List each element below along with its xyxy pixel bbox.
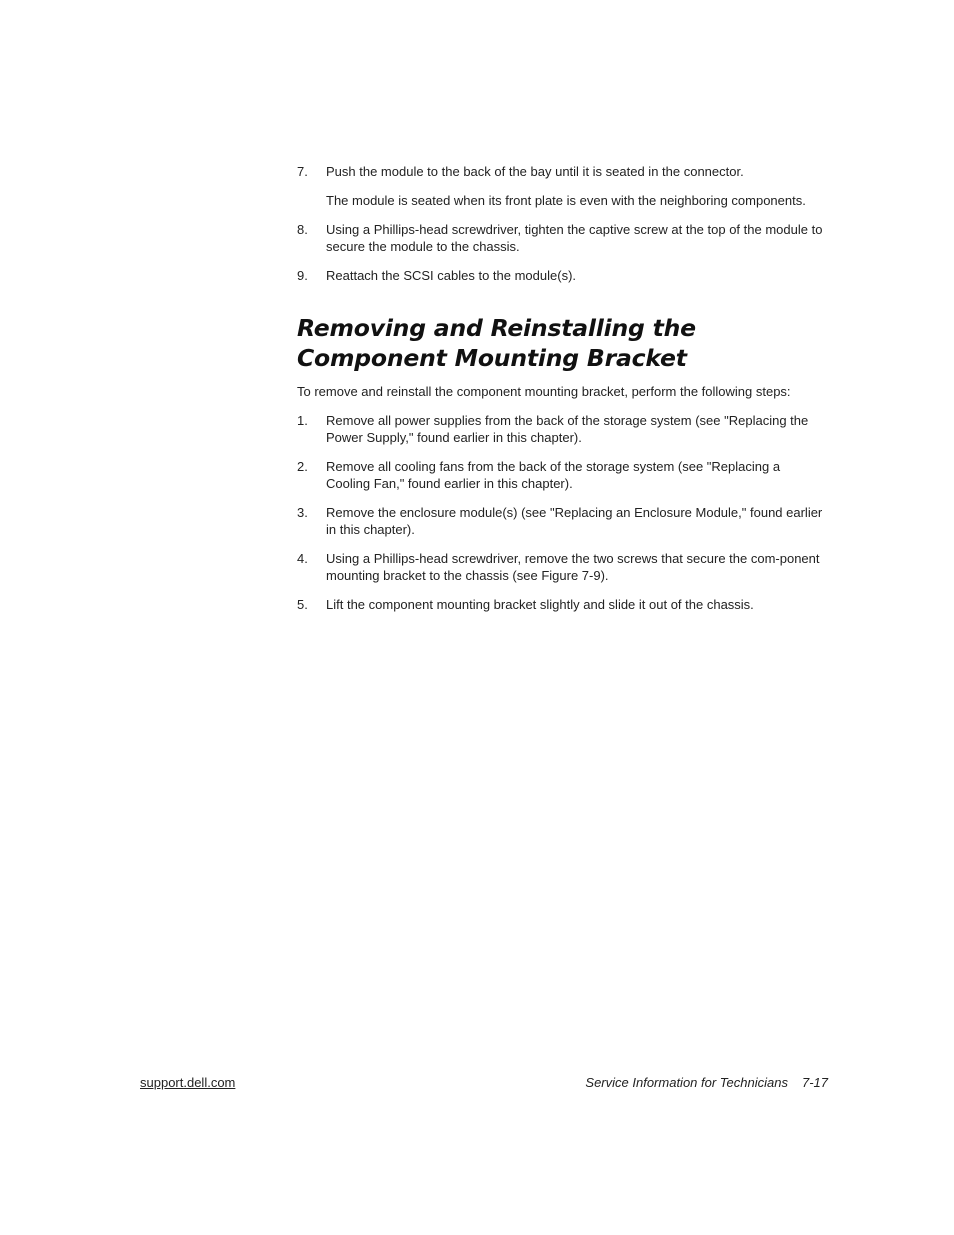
- step-text: Lift the component mounting bracket slightly and slide it out of the chassis.: [326, 597, 754, 612]
- footer-right: [585, 1074, 828, 1091]
- step-text: Reattach the SCSI cables to the module(s).: [326, 268, 577, 283]
- step-9: [297, 267, 827, 284]
- step-text: Using a Phillips-head screwdriver, remove the two screws that secure the com-ponent mounting bracket to the chassis (see Figure 7-9).: [326, 551, 820, 583]
- step-text: Remove all power supplies from the back of the storage system (see "Replacing the Power Supply," found earlier in this chapter).: [326, 413, 809, 445]
- step-number: 2.: [297, 459, 308, 474]
- footer-section-name: Service Information for Technicians: [585, 1075, 788, 1090]
- step-number: 7.: [297, 164, 308, 179]
- step-number: 8.: [297, 222, 308, 237]
- step-text: Remove the enclosure module(s) (see "Replacing an Enclosure Module," found earlier in this chapter).: [326, 505, 823, 537]
- step-number: 9.: [297, 268, 308, 283]
- step-1: [297, 412, 827, 446]
- step-text: Push the module to the back of the bay until it is seated in the connector.: [326, 164, 744, 179]
- section-intro: To remove and reinstall the component mounting bracket, perform the following steps:: [297, 384, 791, 399]
- step-number: 1.: [297, 413, 308, 428]
- step-7: [297, 163, 827, 209]
- step-4: [297, 550, 827, 584]
- step-3: [297, 504, 827, 538]
- step-2: [297, 458, 827, 492]
- section-heading: Removing and Reinstalling the Component Mounting Bracket: [297, 314, 696, 372]
- step-number: 4.: [297, 551, 308, 566]
- page-content: [297, 163, 827, 625]
- step-5: [297, 596, 827, 613]
- step-text: Using a Phillips-head screwdriver, tighten the captive screw at the top of the module to secure the module to the chassis.: [326, 222, 823, 254]
- support-link[interactable]: support.dell.com: [140, 1075, 236, 1090]
- step-8: [297, 221, 827, 255]
- step-note: The module is seated when its front plate is even with the neighboring components.: [326, 193, 806, 208]
- page-number: 7-17: [801, 1075, 828, 1090]
- step-number: 5.: [297, 597, 308, 612]
- step-text: Remove all cooling fans from the back of the storage system (see "Replacing a Cooling Fan," found earlier in this chapter).: [326, 459, 781, 491]
- step-number: 3.: [297, 505, 308, 520]
